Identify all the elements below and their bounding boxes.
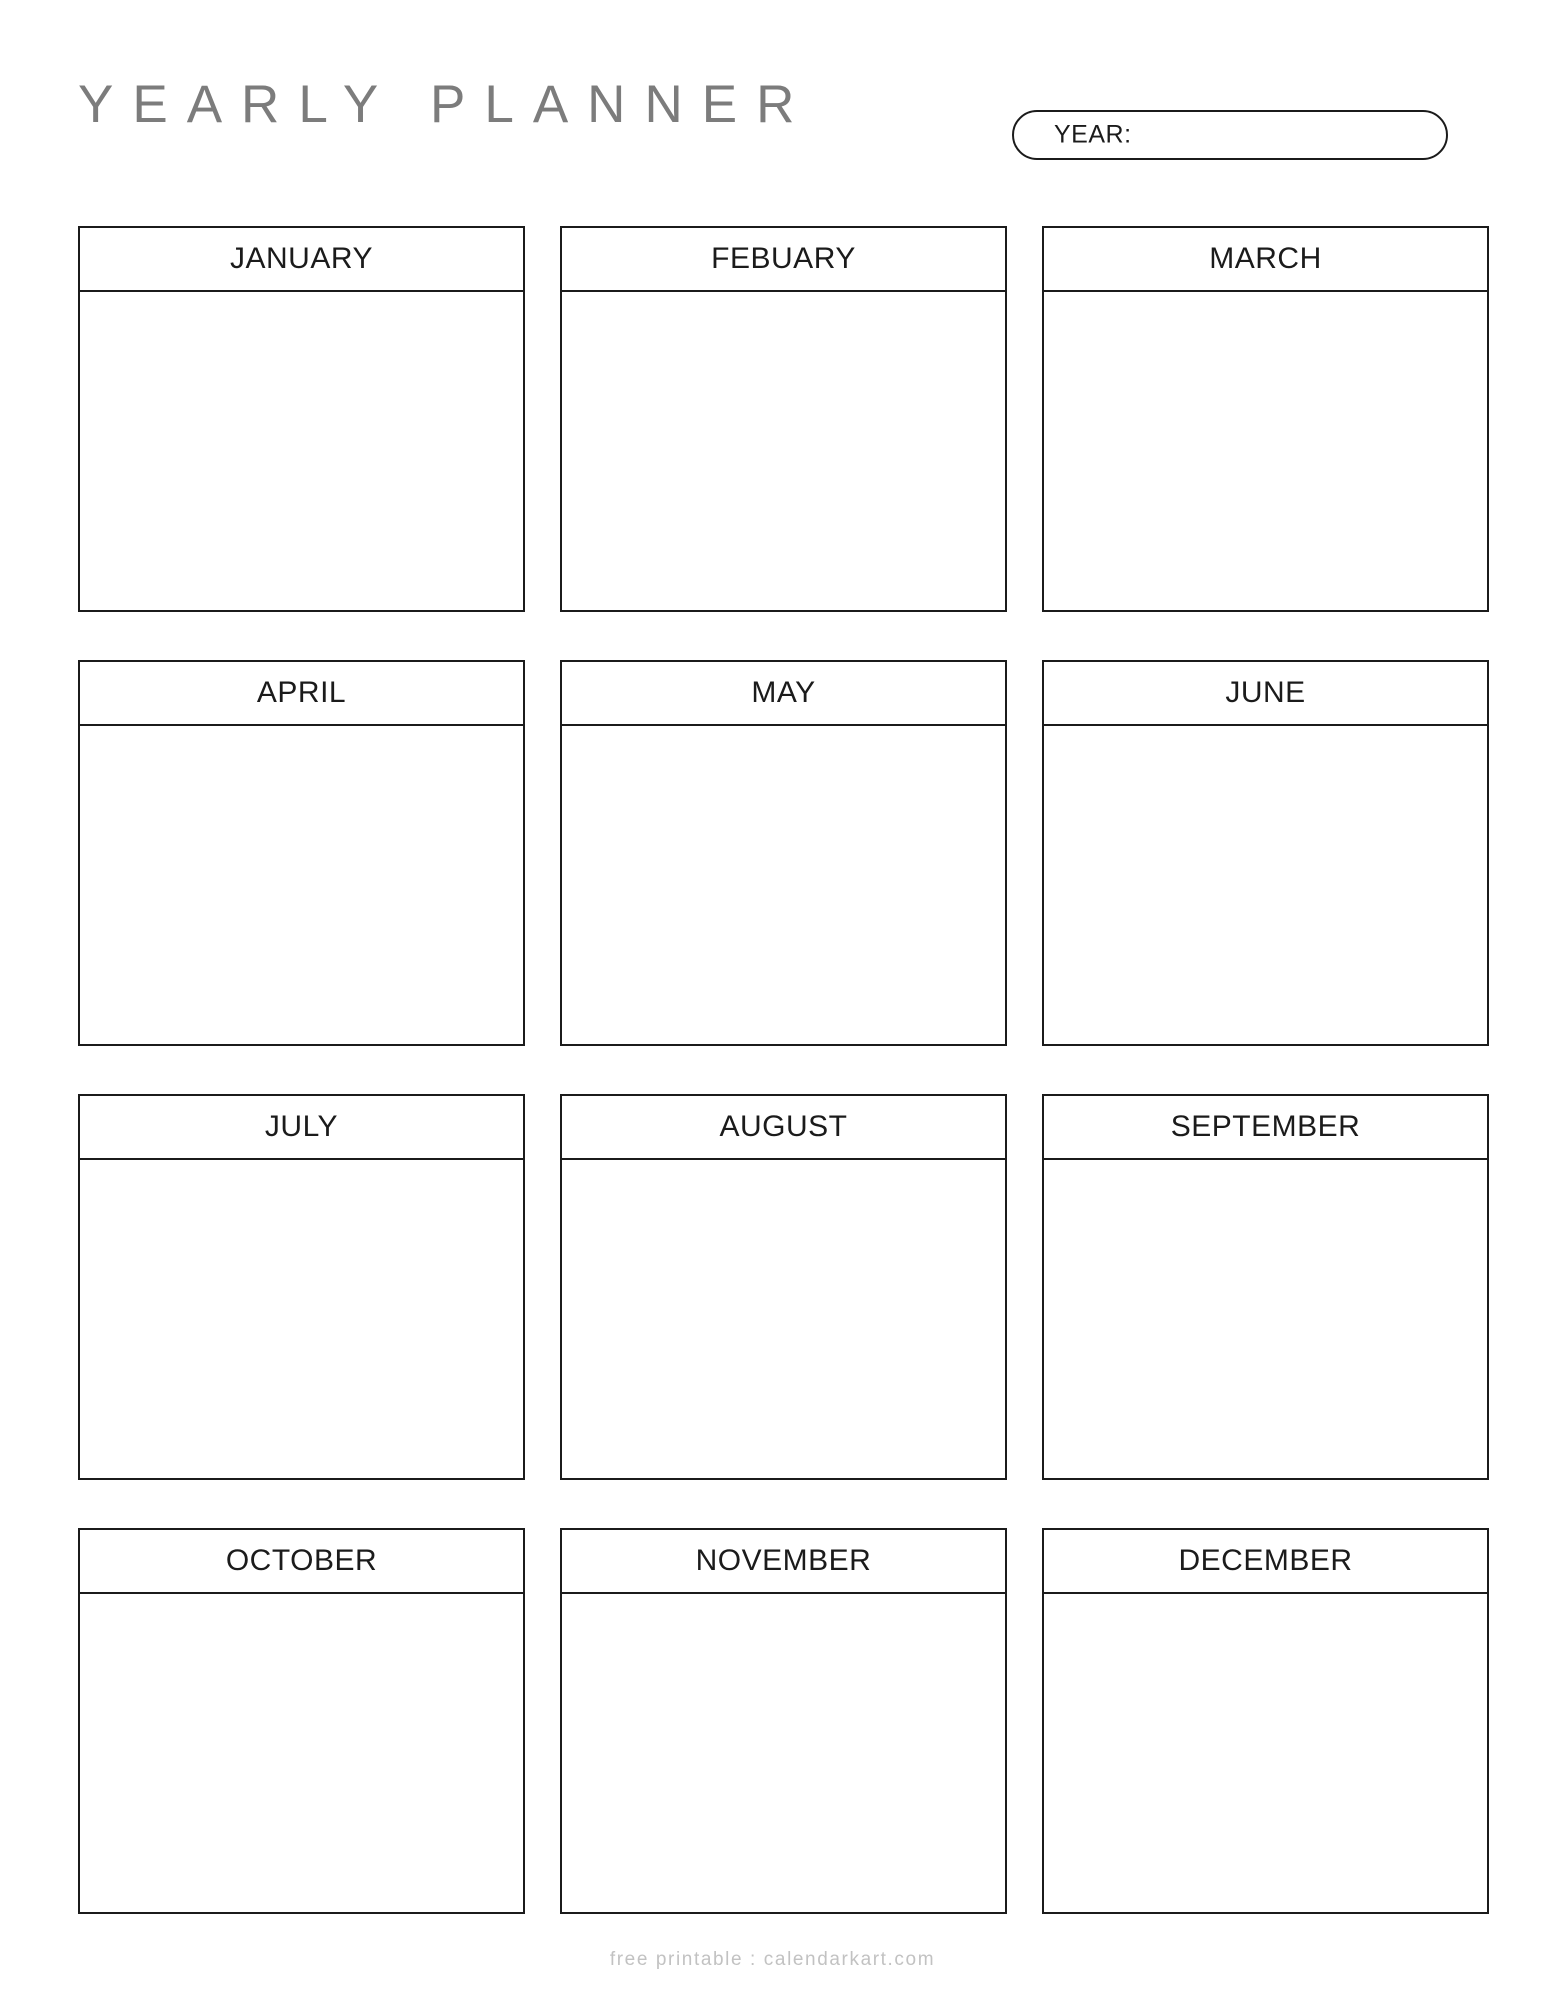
month-notes-area-december[interactable]: [1044, 1594, 1487, 1912]
month-notes-area-september[interactable]: [1044, 1160, 1487, 1478]
month-notes-area-november[interactable]: [562, 1594, 1005, 1912]
month-header-july: [80, 1096, 523, 1160]
month-notes-area-august[interactable]: [562, 1160, 1005, 1478]
month-header-may: [562, 662, 1005, 726]
month-name-label: JANUARY: [230, 242, 373, 275]
month-box-february[interactable]: [560, 226, 1007, 612]
month-box-march[interactable]: [1042, 226, 1489, 612]
year-field[interactable]: [1012, 110, 1448, 160]
month-name-label: DECEMBER: [1178, 1544, 1353, 1577]
year-label: YEAR:: [1054, 120, 1132, 149]
month-box-april[interactable]: [78, 660, 525, 1046]
month-box-may[interactable]: [560, 660, 1007, 1046]
month-header-december: [1044, 1530, 1487, 1594]
month-notes-area-may[interactable]: [562, 726, 1005, 1044]
month-header-august: [562, 1096, 1005, 1160]
month-name-label: JUNE: [1225, 676, 1306, 709]
footer-credit-text: free printable : calendarkart.com: [609, 1949, 936, 1970]
month-box-june[interactable]: [1042, 660, 1489, 1046]
month-header-october: [80, 1530, 523, 1594]
month-header-september: [1044, 1096, 1487, 1160]
month-header-march: [1044, 228, 1487, 292]
planner-header: [0, 0, 1545, 180]
month-name-label: JULY: [264, 1110, 339, 1143]
month-name-label: AUGUST: [719, 1110, 848, 1143]
month-notes-area-april[interactable]: [80, 726, 523, 1044]
page-title: YEARLY PLANNER: [78, 75, 814, 134]
month-name-label: APRIL: [256, 676, 347, 709]
month-box-november[interactable]: [560, 1528, 1007, 1914]
month-name-label: SEPTEMBER: [1170, 1110, 1361, 1143]
month-notes-area-june[interactable]: [1044, 726, 1487, 1044]
month-name-label: NOVEMBER: [695, 1544, 872, 1577]
month-box-september[interactable]: [1042, 1094, 1489, 1480]
month-box-december[interactable]: [1042, 1528, 1489, 1914]
month-box-october[interactable]: [78, 1528, 525, 1914]
month-header-january: [80, 228, 523, 292]
month-box-january[interactable]: [78, 226, 525, 612]
month-grid: [78, 226, 1450, 1913]
month-notes-area-july[interactable]: [80, 1160, 523, 1478]
page-footer: [0, 1950, 1545, 1970]
month-notes-area-january[interactable]: [80, 292, 523, 610]
month-notes-area-october[interactable]: [80, 1594, 523, 1912]
month-header-june: [1044, 662, 1487, 726]
month-header-february: [562, 228, 1005, 292]
month-name-label: MARCH: [1209, 242, 1322, 275]
month-notes-area-march[interactable]: [1044, 292, 1487, 610]
month-header-april: [80, 662, 523, 726]
month-name-label: FEBUARY: [711, 242, 856, 275]
month-box-august[interactable]: [560, 1094, 1007, 1480]
month-notes-area-february[interactable]: [562, 292, 1005, 610]
month-name-label: MAY: [751, 676, 816, 709]
month-name-label: OCTOBER: [225, 1544, 378, 1577]
month-box-july[interactable]: [78, 1094, 525, 1480]
month-header-november: [562, 1530, 1005, 1594]
